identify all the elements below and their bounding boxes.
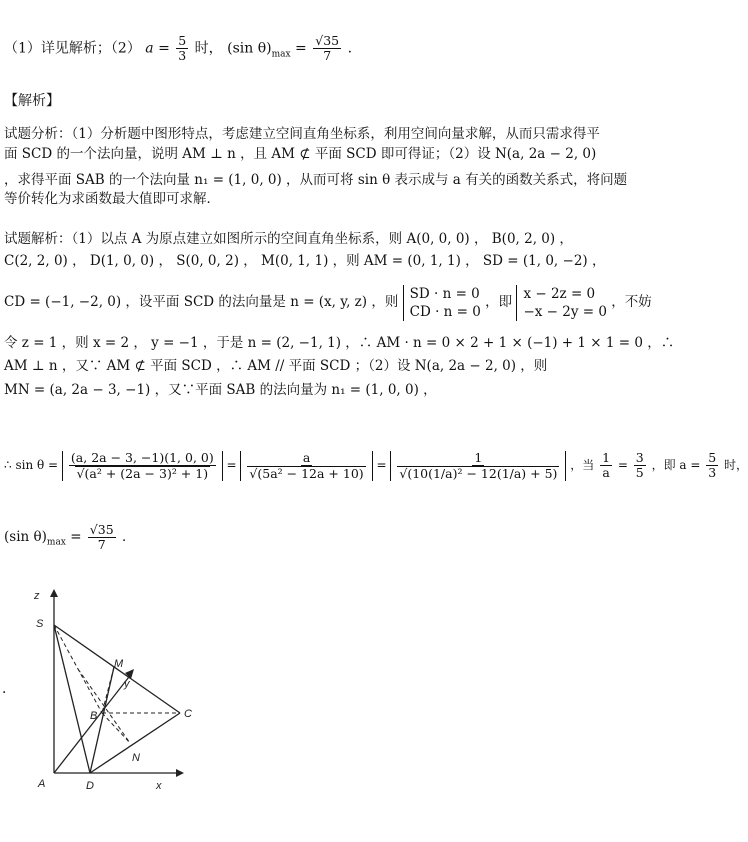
label-S: S bbox=[36, 618, 44, 630]
abs-3: $\frac{1}{\text{√(10(1/a)² − 12(1/a) + 5)}}$ bbox=[390, 451, 566, 481]
answer-cond: a = bbox=[145, 40, 170, 57]
label-z: z bbox=[34, 590, 40, 602]
solution-line-3: CD = (−1, −2, 0) ，设平面 SCD 的法向量是 n = (x, y, z) ，则 SD · n = 0 CD · n = 0 ，即 x − 2z = 0 −x − 2y = 0 ，不妨 bbox=[4, 285, 652, 320]
label-C: C bbox=[184, 708, 192, 720]
solution-line-1: 试题解析：（1）以点 A 为原点建立如图所示的空间直角坐标系，则 A(0, 0, 0) ， B(0, 2, 0) ， bbox=[4, 231, 573, 247]
analysis-line-3: ，求得平面 SAB 的一个法向量 n₁ = (1, 0, 0) ，从而可将 sin θ 表示成与 a 有关的函数关系式，将问题 bbox=[4, 172, 628, 188]
analysis-line-4: 等价转化为求函数最大值即可求解． bbox=[4, 191, 220, 207]
solution-line-5: AM ⊥ n ，又∵ AM ⊄ 平面 SCD ，∴ AM // 平面 SCD ；（2）设 N(a, 2a − 2, 0) ，则 bbox=[4, 358, 548, 374]
answer-part1: （1）详见解析；（2） bbox=[4, 40, 141, 57]
label-A: A bbox=[38, 778, 46, 790]
label-y: y bbox=[124, 678, 130, 690]
abs-2: $\frac{a}{\text{√(5a² − 12a + 10)}}$ bbox=[240, 451, 372, 481]
edge-DC bbox=[90, 713, 180, 773]
system-2: x − 2z = 0 −x − 2y = 0 bbox=[516, 285, 607, 321]
answer-sin: (sin θ) bbox=[227, 40, 272, 57]
system-1: SD · n = 0 CD · n = 0 bbox=[403, 285, 481, 321]
answer-a-fraction: $\frac{5}{3}$ bbox=[178, 33, 187, 63]
answer-line: （1）详见解析；（2） a = $\frac{5}{3}$ 时， (sin $\theta)_{max}$ = $\frac{√35}{7}$ . bbox=[4, 33, 353, 63]
sin-equation: ∴ sin θ = $\frac{(a, 2a - 3, -1)(1, 0, 0)}{\text{√(a² + (2a − 3)² + 1)}}$ = $\frac{a}{\text{√(5a² − 12a + 10)}}$ = $\frac{1}{\text{√(10(1/a)² − 12(1/a) + 5)}}$ ，当 $\frac{1}{a}$ = $\frac{3}{5}$ ，即 a = $\frac{5}{3}$ 时， bbox=[4, 449, 748, 481]
analysis-line-2: 面 SCD 的一个法向量，说明 AM ⊥ n ，且 AM ⊄ 平面 SCD 即可得证；（2）设 N(a, 2a − 2, 0) bbox=[4, 146, 597, 162]
answer-max-fraction: $\frac{√35}{7}$ bbox=[315, 33, 340, 63]
label-x: x bbox=[156, 780, 162, 792]
solution-line-4: 令 z = 1 ，则 x = 2 ， y = −1 ，于是 n = (2, −1, 1) ，∴ AM · n = 0 × 2 + 1 × (−1) + 1 × 1 = 0 ，∴ bbox=[4, 335, 675, 351]
label-B: B bbox=[90, 710, 98, 722]
pyramid-figure bbox=[28, 583, 228, 801]
label-M: M bbox=[114, 658, 124, 670]
final-answer: (sin $\theta)_{max}$ = $\frac{√35}{7}$ ． bbox=[4, 522, 136, 552]
stray-dot: . bbox=[2, 681, 7, 697]
answer-time: 时， bbox=[194, 40, 223, 57]
solution-line-6: MN = (a, 2a − 3, −1) ，又∵平面 SAB 的法向量为 n₁ = (1, 0, 0) ， bbox=[4, 382, 437, 398]
label-D: D bbox=[86, 780, 94, 792]
solution-line-2: C(2, 2, 0) ， D(1, 0, 0) ， S(0, 0, 2) ， M(0, 1, 1) ，则 AM = (0, 1, 1) ， SD = (1, 0, −2) ， bbox=[4, 253, 606, 269]
section-title: 【解析】 bbox=[4, 93, 60, 109]
analysis-line-1: 试题分析：（1）分析题中图形特点，考虑建立空间直角坐标系，利用空间向量求解，从而只需求得平 bbox=[4, 126, 600, 142]
abs-1: $\frac{(a, 2a - 3, -1)(1, 0, 0)}{\text{√(a² + (2a − 3)² + 1)}}$ bbox=[62, 451, 223, 481]
label-N: N bbox=[132, 752, 140, 764]
